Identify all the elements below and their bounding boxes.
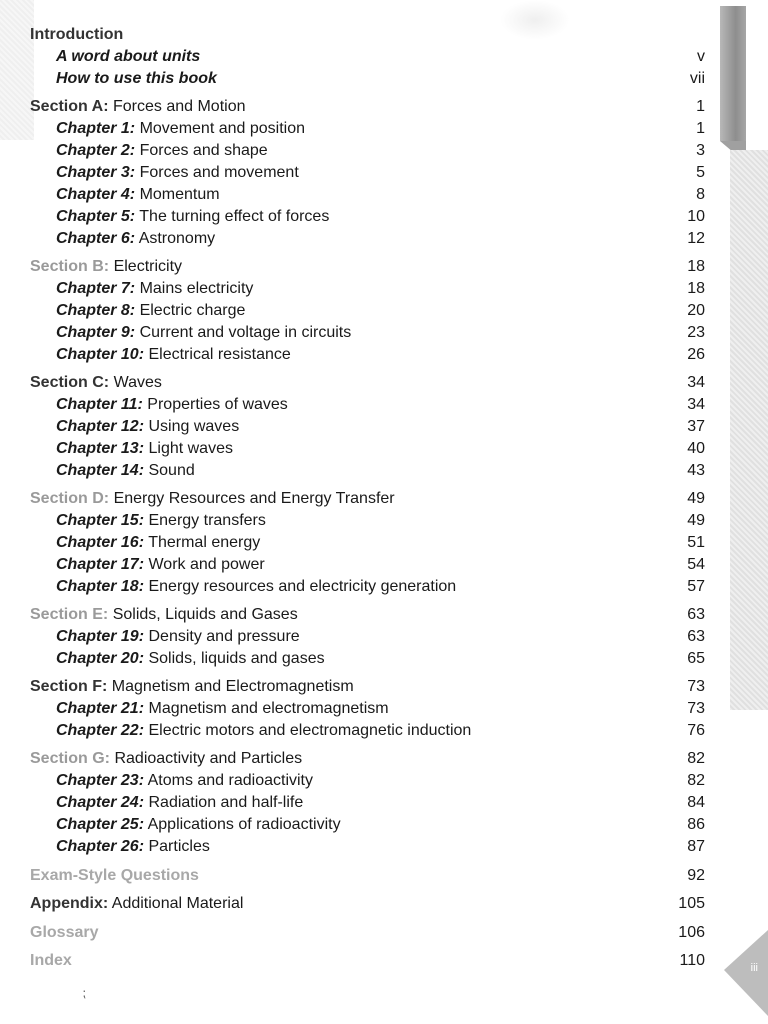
chapter-row[interactable] — [30, 228, 710, 250]
chapter-label — [56, 648, 325, 670]
back-matter-name: Glossary — [30, 923, 99, 941]
page-ref: 43 — [687, 462, 705, 479]
page-ref: 40 — [687, 440, 705, 457]
chapter-title: Electrical resistance — [148, 346, 291, 363]
chapter-label — [56, 626, 300, 648]
chapter-title: Mains electricity — [139, 280, 254, 297]
chapter-title: Radiation and half-life — [148, 794, 304, 811]
section-name: Section G: — [30, 750, 111, 767]
chapter-title: Thermal energy — [148, 534, 261, 551]
chapter-name: Chapter 1: — [56, 120, 136, 137]
page-ref: 54 — [687, 556, 705, 573]
back-matter-label — [30, 865, 199, 887]
page-ref: 1 — [696, 120, 705, 137]
page-ref: 18 — [687, 258, 705, 275]
page-ref: 34 — [687, 374, 705, 391]
back-matter-row[interactable] — [30, 922, 710, 944]
section-title: Solids, Liquids and Gases — [112, 606, 298, 623]
chapter-title: Energy resources and electricity generation — [148, 578, 457, 595]
chapter-title: Electric motors and electromagnetic induction — [148, 722, 472, 739]
page-ref: 87 — [687, 838, 705, 855]
chapter-row[interactable] — [30, 770, 710, 792]
back-matter-row[interactable] — [30, 950, 710, 972]
side-tab-lower — [730, 150, 768, 710]
chapter-label — [56, 554, 265, 576]
section-label — [30, 372, 162, 394]
chapter-name: Chapter 2: — [56, 142, 136, 159]
page-ref: 12 — [687, 230, 705, 247]
section-label — [30, 96, 246, 118]
back-matter-label — [30, 922, 98, 944]
chapter-label — [56, 770, 313, 792]
page-ref: 73 — [687, 700, 705, 717]
page-ref: 26 — [687, 346, 705, 363]
back-matter-name: Exam-Style Questions — [30, 866, 199, 884]
chapter-name: Chapter 4: — [56, 186, 136, 203]
page-number-tab — [724, 930, 768, 1016]
chapter-row[interactable] — [30, 322, 710, 344]
page-ref: 82 — [687, 772, 705, 789]
page-ref: 76 — [687, 722, 705, 739]
section-label — [30, 256, 182, 278]
chapter-name: Chapter 21: — [56, 700, 145, 717]
chapter-name: Chapter 8: — [56, 302, 136, 319]
page-ref: 8 — [696, 186, 705, 203]
chapter-label — [56, 184, 220, 206]
chapter-label — [56, 206, 329, 228]
chapter-row[interactable] — [30, 184, 710, 206]
intro-heading: Introduction — [30, 26, 124, 43]
chapter-title: Using waves — [148, 418, 240, 435]
page-ref: 49 — [687, 490, 705, 507]
section-label — [30, 488, 395, 510]
chapter-title: Magnetism and electromagnetism — [148, 700, 389, 717]
section-row[interactable] — [30, 256, 710, 278]
section-row[interactable] — [30, 748, 710, 770]
page-ref: 1 — [696, 98, 705, 115]
chapter-label — [56, 438, 233, 460]
chapter-row[interactable] — [30, 300, 710, 322]
chapter-title: The turning effect of forces — [139, 208, 330, 225]
chapter-row[interactable] — [30, 510, 710, 532]
chapter-label — [56, 720, 471, 742]
chapter-row[interactable] — [30, 394, 710, 416]
chapter-label — [56, 836, 210, 858]
chapter-name: Chapter 5: — [56, 208, 136, 225]
chapter-name: Chapter 26: — [56, 838, 145, 855]
chapter-title: Current and voltage in circuits — [139, 324, 352, 341]
page-ref: 49 — [687, 512, 705, 529]
page-ref: 10 — [687, 208, 705, 225]
section-label — [30, 604, 298, 626]
chapter-row[interactable] — [30, 576, 710, 598]
chapter-name: Chapter 7: — [56, 280, 136, 297]
chapter-label — [56, 510, 266, 532]
chapter-name: Chapter 6: — [56, 230, 136, 247]
section-label — [30, 748, 302, 770]
page-ref: 3 — [696, 142, 705, 159]
section-row[interactable] — [30, 372, 710, 394]
chapter-name: Chapter 12: — [56, 418, 145, 435]
intro-item-label: How to use this book — [56, 70, 217, 87]
chapter-title: Atoms and radioactivity — [147, 772, 313, 789]
page-ref: 106 — [678, 923, 705, 941]
chapter-row[interactable] — [30, 344, 710, 366]
chapter-name: Chapter 14: — [56, 462, 145, 479]
chapter-title: Density and pressure — [148, 628, 300, 645]
section-row[interactable] — [30, 96, 710, 118]
chapter-label — [56, 416, 239, 438]
chapter-title: Applications of radioactivity — [147, 816, 341, 833]
scan-shading — [0, 0, 34, 140]
chapter-name: Chapter 25: — [56, 816, 145, 833]
chapter-row[interactable] — [30, 438, 710, 460]
chapter-name: Chapter 11: — [56, 396, 143, 413]
chapter-row[interactable] — [30, 532, 710, 554]
chapter-title: Properties of waves — [147, 396, 288, 413]
section-name: Section B: — [30, 258, 110, 275]
page-ref: 34 — [687, 396, 705, 413]
page-ref: 63 — [687, 628, 705, 645]
page-ref: 51 — [687, 534, 705, 551]
section-row[interactable] — [30, 604, 710, 626]
section-name: Section D: — [30, 490, 110, 507]
section-title: Forces and Motion — [112, 98, 246, 115]
page-ref: 65 — [687, 650, 705, 667]
page-ref: 20 — [687, 302, 705, 319]
chapter-title: Astronomy — [138, 230, 216, 247]
chapter-row[interactable] — [30, 648, 710, 670]
chapter-label — [56, 814, 341, 836]
chapter-title: Energy transfers — [148, 512, 266, 529]
chapter-title: Forces and movement — [139, 164, 299, 181]
chapter-label — [56, 344, 291, 366]
section-title: Waves — [113, 374, 162, 391]
intro-heading-row — [30, 24, 710, 46]
page-ref: 92 — [687, 866, 705, 884]
chapter-title: Particles — [148, 838, 210, 855]
back-matter-title: Additional Material — [111, 895, 244, 912]
chapter-name: Chapter 22: — [56, 722, 145, 739]
chapter-title: Light waves — [148, 440, 233, 457]
chapter-row[interactable] — [30, 278, 710, 300]
chapter-name: Chapter 20: — [56, 650, 145, 667]
chapter-label — [56, 698, 389, 720]
chapter-label — [56, 278, 253, 300]
chapter-row[interactable] — [30, 814, 710, 836]
chapter-title: Solids, liquids and gases — [148, 650, 325, 667]
chapter-row[interactable] — [30, 140, 710, 162]
page-ref: 82 — [687, 750, 705, 767]
chapter-name: Chapter 19: — [56, 628, 145, 645]
chapter-label — [56, 532, 260, 554]
section-title: Electricity — [113, 258, 183, 275]
chapter-label — [56, 576, 456, 598]
page-ref: 84 — [687, 794, 705, 811]
back-matter-label — [30, 950, 72, 972]
chapter-row[interactable] — [30, 162, 710, 184]
chapter-name: Chapter 10: — [56, 346, 145, 363]
chapter-row[interactable] — [30, 792, 710, 814]
chapter-row[interactable] — [30, 206, 710, 228]
chapter-row[interactable] — [30, 836, 710, 858]
chapter-name: Chapter 9: — [56, 324, 136, 341]
chapter-name: Chapter 23: — [56, 772, 145, 789]
section-title: Energy Resources and Energy Transfer — [113, 490, 395, 507]
chapter-name: Chapter 18: — [56, 578, 145, 595]
scan-mark: ⁏ — [82, 986, 87, 1000]
side-tab-upper — [720, 6, 746, 141]
page-ref: 5 — [696, 164, 705, 181]
toc-entry[interactable] — [30, 46, 710, 68]
back-matter-name: Appendix: — [30, 895, 109, 912]
chapter-label — [56, 162, 299, 184]
back-matter-list — [30, 858, 710, 972]
chapter-label — [56, 460, 195, 482]
section-name: Section C: — [30, 374, 110, 391]
section-row[interactable] — [30, 676, 710, 698]
section-title: Radioactivity and Particles — [114, 750, 303, 767]
page-ref: 57 — [687, 578, 705, 595]
chapter-name: Chapter 15: — [56, 512, 145, 529]
chapter-label — [56, 140, 268, 162]
chapter-title: Movement and position — [139, 120, 306, 137]
page-ref: 63 — [687, 606, 705, 623]
chapter-label — [56, 792, 303, 814]
section-name: Section F: — [30, 678, 108, 695]
chapter-title: Sound — [148, 462, 195, 479]
side-tab-strip — [722, 0, 768, 1024]
chapter-label — [56, 118, 305, 140]
chapter-label — [56, 322, 351, 344]
chapter-row[interactable] — [30, 118, 710, 140]
chapter-label — [56, 394, 288, 416]
chapter-row[interactable] — [30, 554, 710, 576]
section-name: Section E: — [30, 606, 109, 623]
page-ref: 110 — [679, 952, 705, 969]
section-label — [30, 676, 354, 698]
back-matter-row[interactable] — [30, 865, 710, 887]
back-matter-row[interactable] — [30, 893, 710, 915]
page-ref: 23 — [687, 324, 705, 341]
chapter-title: Forces and shape — [139, 142, 268, 159]
chapter-title: Work and power — [148, 556, 265, 573]
section-name: Section A: — [30, 98, 109, 115]
chapter-row[interactable] — [30, 460, 710, 482]
chapter-row[interactable] — [30, 416, 710, 438]
page-ref: v — [697, 48, 705, 65]
section-row[interactable] — [30, 488, 710, 510]
page-ref: 105 — [678, 895, 705, 912]
chapter-name: Chapter 16: — [56, 534, 145, 551]
chapter-name: Chapter 17: — [56, 556, 145, 573]
section-title: Magnetism and Electromagnetism — [111, 678, 354, 695]
page-ref: vii — [689, 70, 705, 87]
page-ref: 37 — [687, 418, 705, 435]
chapter-row[interactable] — [30, 698, 710, 720]
intro-item-label: A word about units — [56, 48, 201, 65]
page-ref: 86 — [687, 816, 705, 833]
chapter-row[interactable] — [30, 720, 710, 742]
chapter-name: Chapter 13: — [56, 440, 145, 457]
chapter-label — [56, 300, 245, 322]
sections-list — [30, 90, 710, 858]
back-matter-label — [30, 893, 243, 915]
chapter-label — [56, 228, 215, 250]
table-of-contents — [30, 24, 710, 972]
chapter-name: Chapter 24: — [56, 794, 145, 811]
page-number: iii — [750, 962, 758, 974]
page-ref: 73 — [687, 678, 705, 695]
back-matter-name: Index — [30, 952, 72, 969]
chapter-name: Chapter 3: — [56, 164, 136, 181]
toc-entry[interactable] — [30, 68, 710, 90]
chapter-row[interactable] — [30, 626, 710, 648]
chapter-title: Momentum — [139, 186, 220, 203]
page-ref: 18 — [687, 280, 705, 297]
chapter-title: Electric charge — [139, 302, 246, 319]
